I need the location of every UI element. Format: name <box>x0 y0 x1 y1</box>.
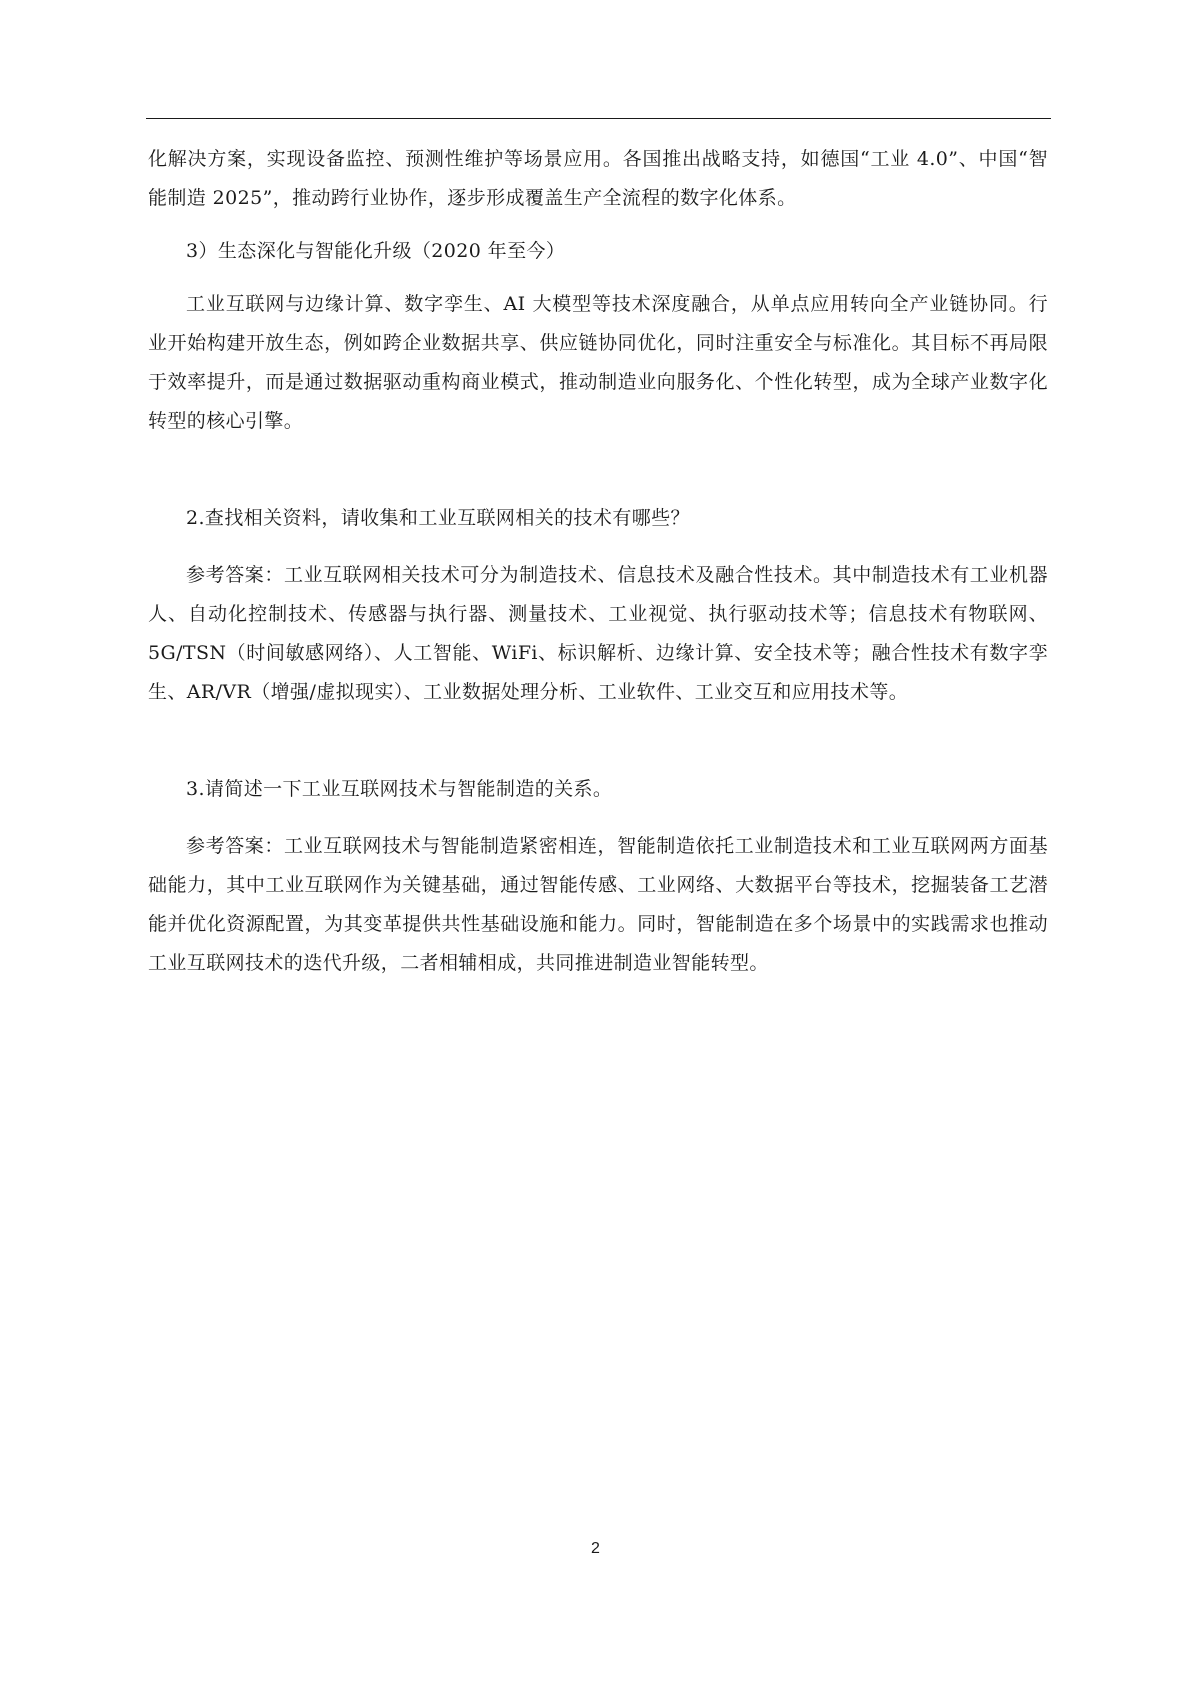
question-3: 3.请简述一下工业互联网技术与智能制造的关系。 <box>186 778 613 800</box>
paragraph-continuation: 化解决方案，实现设备监控、预测性维护等场景应用。各国推出战略支持，如德国“工业 4.0”、中国“智能制造 2025”，推动跨行业协作，逐步形成覆盖生产全流程的数字化体系。 <box>148 148 1048 209</box>
page-number: 2 <box>591 1540 600 1557</box>
answer-2: 参考答案：工业互联网相关技术可分为制造技术、信息技术及融合性技术。其中制造技术有工业机器人、自动化控制技术、传感器与执行器、测量技术、工业视觉、执行驱动技术等；信息技术有物联网、 5G/TSN（时间敏感网络）、人工智能、WiFi、标识解析、边缘计算、安全技术等；融合性技术有数字孪生、AR/VR（增强/虚拟现实）、工业数据处理分析、工业软件、工业交互和应用技术等。 <box>148 564 1048 703</box>
question-2: 2.查找相关资料，请收集和工业互联网相关的技术有哪些？ <box>186 507 690 529</box>
document-body <box>148 140 1048 983</box>
header-rule <box>146 118 1051 119</box>
paragraph-ecosystem-deepening: 工业互联网与边缘计算、数字孪生、AI 大模型等技术深度融合，从单点应用转向全产业链协同。行业开始构建开放生态，例如跨企业数据共享、供应链协同优化，同时注重安全与标准化。其目标不再局限于效率提升，而是通过数据驱动重构商业模式，推动制造业向服务化、个性化转型，成为全球产业数字化转型的核心引擎。 <box>148 293 1048 432</box>
section-heading-ecosystem-deepening: 3）生态深化与智能化升级（2020 年至今） <box>186 240 566 262</box>
answer-3: 参考答案：工业互联网技术与智能制造紧密相连，智能制造依托工业制造技术和工业互联网两方面基础能力，其中工业互联网作为关键基础，通过智能传感、工业网络、大数据平台等技术，挖掘装备工艺潜能并优化资源配置，为其变革提供共性基础设施和能力。同时，智能制造在多个场景中的实践需求也推动工业互联网技术的迭代升级，二者相辅相成，共同推进制造业智能转型。 <box>148 835 1048 974</box>
